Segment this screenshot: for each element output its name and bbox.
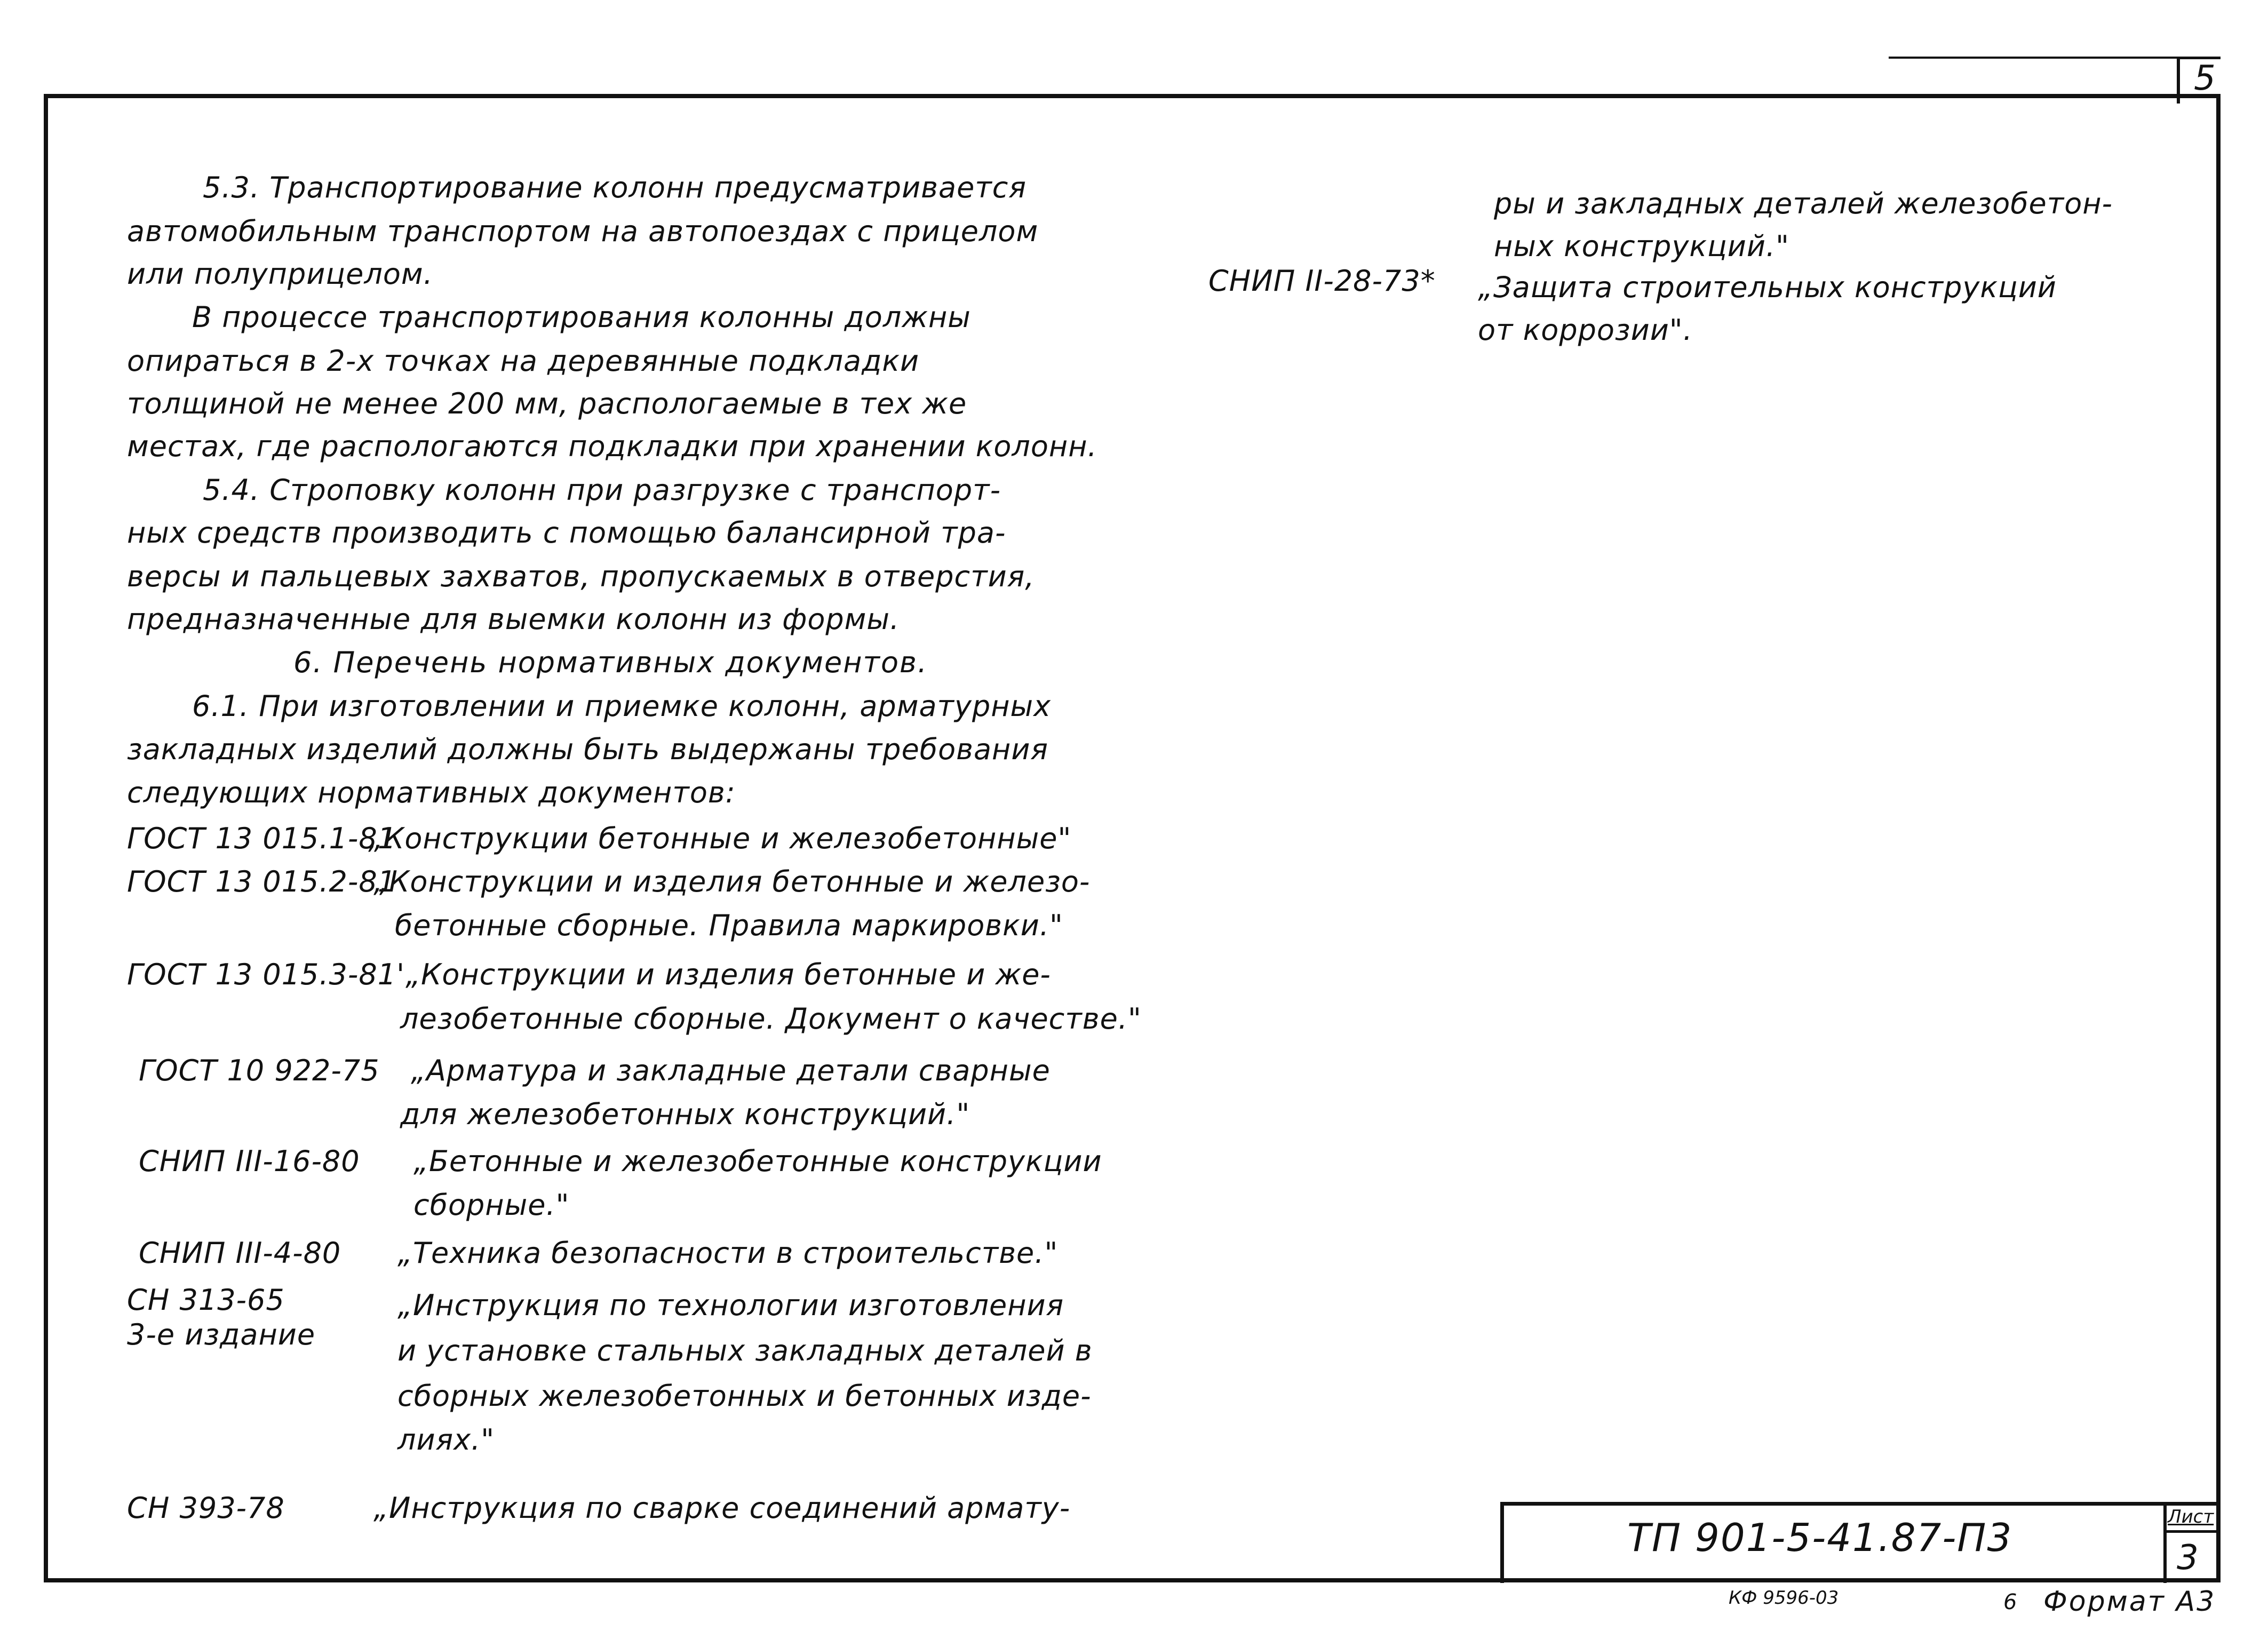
reference-title: „Техника безопасности в строительстве." xyxy=(397,1236,1059,1270)
reference-title: для железобетонных конструкций." xyxy=(400,1097,970,1131)
reference-title: „Арматура и закладные детали сварные xyxy=(411,1054,1051,1087)
reference-title: лезобетонные сборные. Документ о качестве." xyxy=(400,1002,1142,1036)
reference-title: лиях." xyxy=(397,1423,495,1457)
reference-title: „Инструкция по сварке соединений армату- xyxy=(373,1491,1071,1525)
text-line: В процессе транспортирования колонны должны xyxy=(192,300,971,334)
text-line: местах, где распологаются подкладки при хранении колонн. xyxy=(127,429,1097,463)
reference-code: СНИП III-16-80 xyxy=(139,1144,360,1178)
text-line: 5.3. Транспортирование колонн предусматривается xyxy=(203,171,1026,204)
reference-code: ГОСТ 13 015.3-81' xyxy=(127,958,405,991)
reference-code: СНИП II-28-73* xyxy=(1208,264,1436,298)
text-line: или полуприцелом. xyxy=(127,257,433,291)
text-line: предназначенные для выемки колонн из формы. xyxy=(127,602,900,636)
text-line: автомобильным транспортом на автопоездах с прицелом xyxy=(127,214,1039,248)
text-line: 6.1. При изготовлении и приемке колонн, арматурных xyxy=(192,689,1052,723)
reference-title: „Конструкции бетонные и железобетонные" xyxy=(368,822,1072,855)
reference-code: ГОСТ 13 015.1-81 xyxy=(127,822,397,855)
text-line: следующих нормативных документов: xyxy=(127,776,736,809)
text-line: версы и пальцевых захватов, пропускаемых в отверстия, xyxy=(127,560,1035,593)
sheet-label: Лист xyxy=(2168,1506,2214,1527)
page-number: 5 xyxy=(2194,59,2216,98)
sheet-divider xyxy=(2163,1530,2221,1533)
text-line: ных конструкций." xyxy=(1494,229,1789,263)
format-prefix: 6 xyxy=(2003,1590,2017,1614)
reference-code: СН 313-65 xyxy=(127,1283,285,1317)
order-number: КФ 9596-03 xyxy=(1729,1587,1839,1609)
reference-title: сборные." xyxy=(413,1188,570,1222)
reference-title: „Бетонные и железобетонные конструкции xyxy=(413,1144,1102,1178)
reference-title: „Инструкция по технологии изготовления xyxy=(397,1288,1064,1322)
reference-code: ГОСТ 10 922-75 xyxy=(139,1054,380,1087)
sheet-number: 3 xyxy=(2177,1538,2199,1578)
reference-title: и установке стальных закладных деталей в xyxy=(397,1334,1093,1367)
reference-title: „Конструкции и изделия бетонные и железо- xyxy=(373,865,1091,898)
reference-title: „Конструкции и изделия бетонные и же- xyxy=(405,958,1051,991)
text-line: 5.4. Строповку колонн при разгрузке с транспорт- xyxy=(203,473,1001,507)
text-line: ры и закладных деталей железобетон- xyxy=(1494,187,2113,220)
reference-code: СНИП III-4-80 xyxy=(139,1236,341,1270)
top-border-line xyxy=(1889,57,2187,59)
reference-title: „Защита строительных конструкций xyxy=(1478,270,2057,304)
reference-title: бетонные сборные. Правила маркировки." xyxy=(395,909,1063,942)
reference-title: от коррозии". xyxy=(1478,313,1693,347)
reference-note: 3-е издание xyxy=(127,1318,316,1351)
document-code: ТП 901-5-41.87-П3 xyxy=(1627,1515,2013,1560)
text-line: толщиной не менее 200 мм, распологаемые в тех же xyxy=(127,387,967,420)
text-line: опираться в 2-х точках на деревянные подкладки xyxy=(127,344,920,378)
reference-code: ГОСТ 13 015.2-81 xyxy=(127,865,397,898)
reference-code: СН 393-78 xyxy=(127,1491,285,1525)
text-line: закладных изделий должны быть выдержаны требования xyxy=(127,733,1048,766)
text-line: ных средств производить с помощью балансирной тра- xyxy=(127,516,1006,550)
section-heading: 6. Перечень нормативных документов. xyxy=(293,646,928,679)
format-label: Формат А3 xyxy=(2043,1586,2216,1618)
reference-title: сборных железобетонных и бетонных изде- xyxy=(397,1379,1092,1413)
